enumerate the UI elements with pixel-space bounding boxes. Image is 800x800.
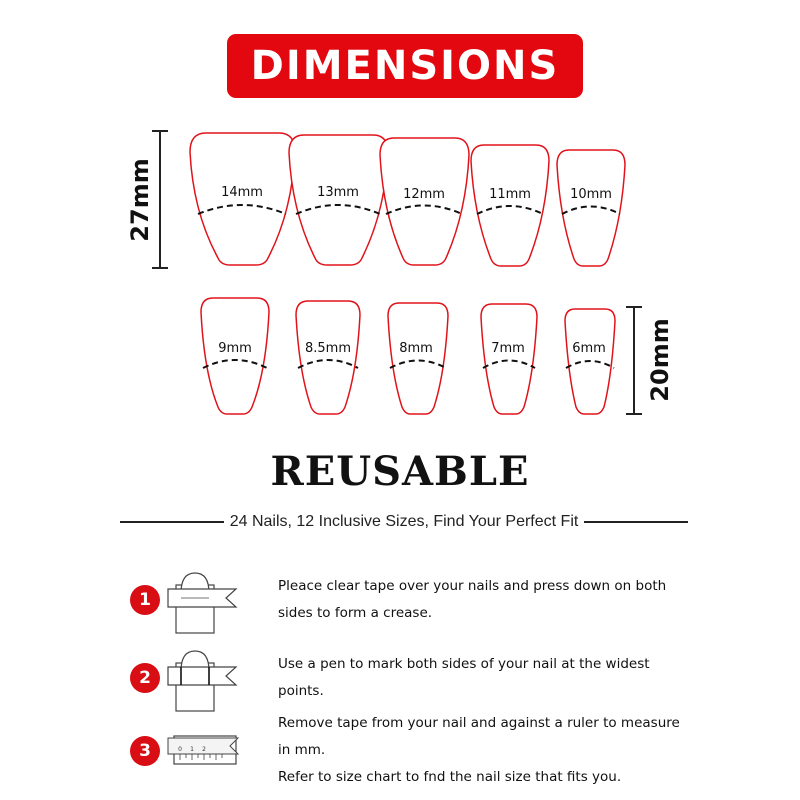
- step-number-badge: 2: [130, 663, 160, 693]
- nail-size-label: 13mm: [317, 185, 359, 200]
- step-text: [278, 573, 666, 627]
- nail-7mm: [481, 304, 537, 414]
- nail-size-label: 9mm: [218, 341, 252, 356]
- instruction-step-2: [130, 643, 690, 713]
- nail-size-label: 6mm: [572, 341, 606, 356]
- height-dimension-27: [126, 131, 168, 268]
- step-number-badge: 3: [130, 736, 160, 766]
- nail-12mm: [380, 138, 469, 265]
- nail-10mm: [557, 150, 625, 266]
- nail-size-label: 8mm: [399, 341, 433, 356]
- pen-mark-icon: [166, 643, 256, 713]
- nail-size-label: 7mm: [491, 341, 525, 356]
- instruction-step-1: [130, 565, 690, 635]
- nail-size-label: 11mm: [489, 187, 531, 202]
- step-number-badge: 1: [130, 585, 160, 615]
- subtitle-rule-left: [120, 521, 224, 523]
- ruler-tick-label: 0: [178, 745, 182, 753]
- subtitle-rule-right: [584, 521, 688, 523]
- subtitle-row: [120, 513, 688, 531]
- page-title: DIMENSIONS: [250, 43, 560, 89]
- nail-8-5mm: [296, 301, 360, 414]
- nail-13mm: [289, 135, 388, 265]
- nail-size-label: 10mm: [570, 187, 612, 202]
- nail-11mm: [471, 145, 549, 266]
- nail-14mm: [190, 133, 295, 265]
- step-text-line: Pleace clear tape over your nails and press down on both: [278, 578, 667, 594]
- ruler-tick-label: 1: [190, 745, 194, 753]
- nail-6mm: [565, 309, 615, 414]
- height-dimension-20: [626, 307, 674, 414]
- height-label-27: 27mm: [126, 158, 154, 242]
- step-text-line: Use a pen to mark both sides of your nail at the widest points.: [278, 656, 650, 699]
- step-text: [278, 651, 690, 705]
- step-text-line: sides to form a crease.: [278, 605, 433, 621]
- instruction-step-3: [130, 710, 690, 791]
- height-label-20: 20mm: [646, 318, 674, 402]
- ruler-measure-icon: [166, 716, 256, 786]
- nail-size-label: 12mm: [403, 187, 445, 202]
- nail-size-label: 14mm: [221, 185, 263, 200]
- tape-press-icon: [166, 565, 256, 635]
- step-text-line: Refer to size chart to fnd the nail size that fits you.: [278, 769, 622, 785]
- nail-9mm: [201, 298, 269, 414]
- nail-8mm: [388, 303, 448, 414]
- nail-size-label: 8.5mm: [304, 341, 352, 356]
- step-text: [278, 710, 690, 791]
- subtitle: 24 Nails, 12 Inclusive Sizes, Find Your Perfect Fit: [229, 513, 579, 530]
- reusable-heading: REUSABLE: [270, 448, 530, 495]
- ruler-tick-label: 2: [202, 745, 206, 753]
- step-text-line: Remove tape from your nail and against a ruler to measure in mm.: [278, 715, 680, 758]
